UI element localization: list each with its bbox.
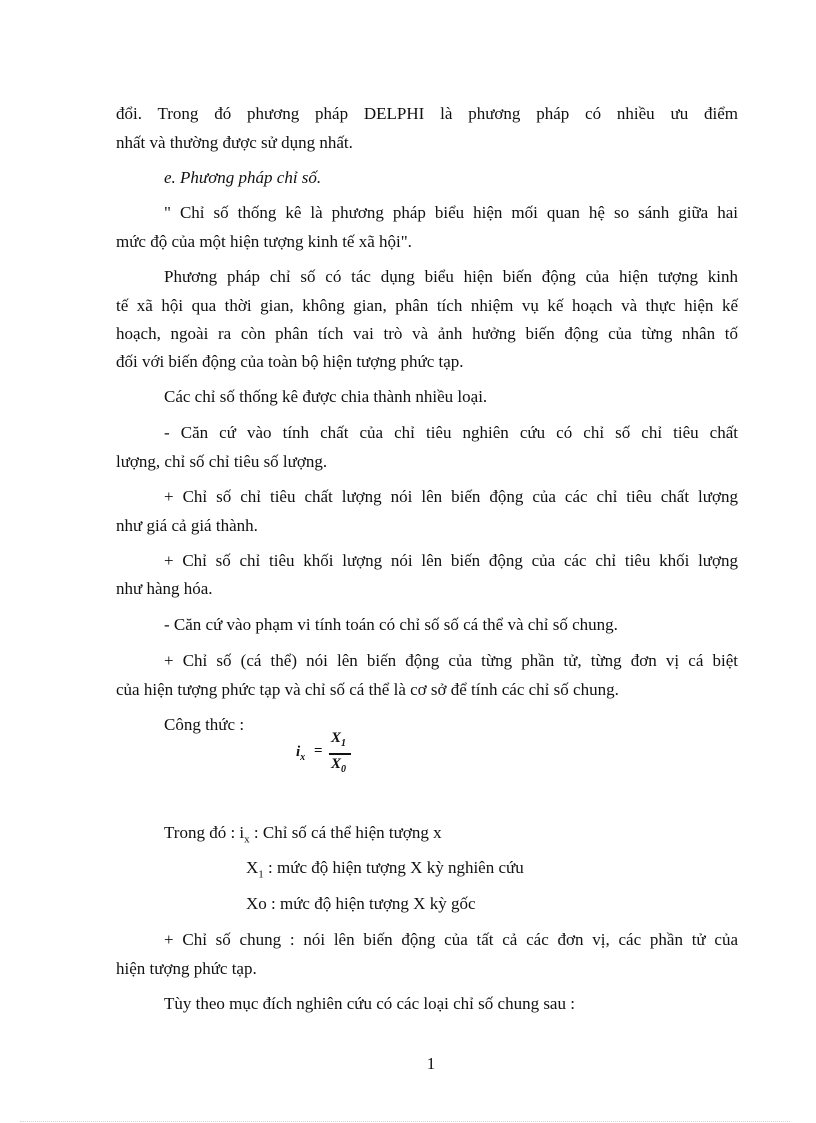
paragraph-line: hoạch, ngoài ra còn phân tích vai trò và ảnh hưởng biến động của từng nhân tố <box>116 324 738 343</box>
paragraph-line: đối với biến động của toàn bộ hiện tượng phức tạp. <box>116 352 464 371</box>
paragraph-line: hiện tượng phức tạp. <box>116 959 257 978</box>
index-formula <box>296 730 366 778</box>
formula-equals: = <box>314 743 323 759</box>
definition-x1: $X_1$ : mức độ hiện tượng X kỳ nghiên cứu <box>246 858 524 881</box>
paragraph-line: tế xã hội qua thời gian, không gian, phân tích nhiệm vụ kế hoạch và thực hiện kế <box>116 296 738 315</box>
paragraph-line: - Căn cứ vào phạm vi tính toán có chỉ số số cá thể và chỉ số chung. <box>164 615 618 634</box>
formula-lhs: $i_x$ <box>296 744 306 763</box>
paragraph-line: đổi. Trong đó phương pháp DELPHI là phương pháp có nhiều ưu điểm <box>116 104 738 123</box>
formula-numerator: $X_1$ <box>331 730 347 749</box>
paragraph-line: + Chỉ số chung : nói lên biến động của tất cả các đơn vị, các phần tử của <box>164 930 738 949</box>
definition-ix: Trong đó : $i_x$ : Chỉ số cá thể hiện tượng x <box>164 823 442 846</box>
page-number: 1 <box>426 1054 436 1073</box>
paragraph-line: như giá cả giá thành. <box>116 516 258 535</box>
paragraph-line: - Căn cứ vào tính chất của chỉ tiêu nghiên cứu có chỉ số chỉ tiêu chất <box>164 423 738 442</box>
fraction-bar <box>329 753 351 755</box>
paragraph-line: lượng, chỉ số chỉ tiêu số lượng. <box>116 452 328 471</box>
formula-denominator: $X_0$ <box>331 756 347 775</box>
section-heading: e. Phương pháp chỉ số. <box>164 168 322 187</box>
paragraph-line: Phương pháp chỉ số có tác dụng biểu hiện biến động của hiện tượng kinh <box>164 267 738 286</box>
paragraph-line: Các chỉ số thống kê được chia thành nhiều loại. <box>164 387 488 406</box>
page-bottom-divider <box>20 1121 790 1122</box>
formula-label: Công thức : <box>164 715 245 734</box>
paragraph-line: + Chỉ số (cá thể) nói lên biến động của từng phần tử, từng đơn vị cá biệt <box>164 651 738 670</box>
paragraph-line: của hiện tượng phức tạp và chỉ số cá thể là cơ sở để tính các chỉ số chung. <box>116 680 619 699</box>
paragraph-line: nhất và thường được sử dụng nhất. <box>116 133 353 152</box>
paragraph-line: như hàng hóa. <box>116 579 213 598</box>
paragraph-line: + Chỉ số chỉ tiêu khối lượng nói lên biến động của các chỉ tiêu khối lượng <box>164 551 738 570</box>
paragraph-line: + Chỉ số chỉ tiêu chất lượng nói lên biến động của các chỉ tiêu chất lượng <box>164 487 738 506</box>
paragraph-line: " Chỉ số thống kê là phương pháp biểu hiện mối quan hệ so sánh giữa hai <box>164 203 738 222</box>
paragraph-line: Tùy theo mục đích nghiên cứu có các loại chỉ số chung sau : <box>164 994 575 1013</box>
definition-xo: Xo : mức độ hiện tượng X kỳ gốc <box>246 894 476 913</box>
paragraph-line: mức độ của một hiện tượng kinh tế xã hội". <box>116 232 412 251</box>
